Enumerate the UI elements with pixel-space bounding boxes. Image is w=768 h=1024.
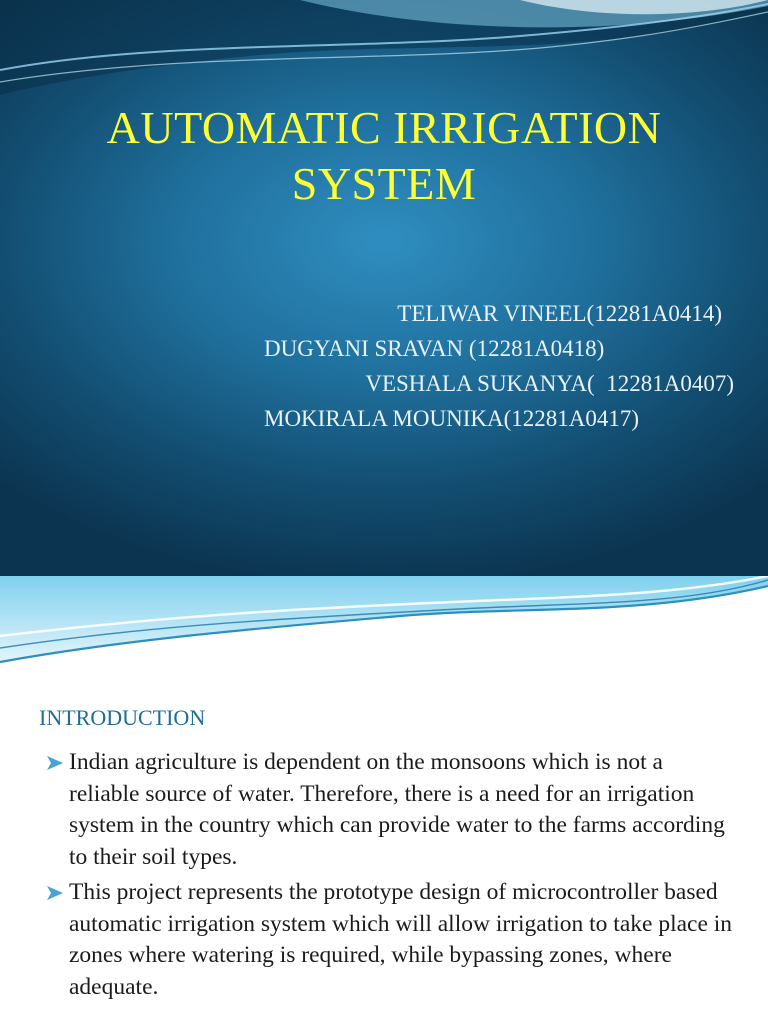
introduction-slide xyxy=(0,576,768,1024)
list-item xyxy=(46,747,736,873)
author-list xyxy=(264,296,734,436)
slide-title-line-2: SYSTEM xyxy=(291,158,477,209)
bullet-text: This project represents the prototype design of microcontroller based automatic irrigation system which will allow irrigation to take place in zones where watering is required, while bypassing zones, where adequate. xyxy=(69,879,733,1000)
slide-title-line-1: AUTOMATIC IRRIGATION xyxy=(106,102,662,153)
wave-decoration xyxy=(0,576,768,676)
author-item: TELIWAR VINEEL(12281A0414) xyxy=(397,301,722,326)
wave-decoration xyxy=(0,0,768,100)
section-heading: INTRODUCTION xyxy=(39,705,206,730)
bullet-text: Indian agriculture is dependent on the monsoons which is not a reliable source of water. Therefore, there is a need for an irrigation system in the country which can provide water to the farms according to their soil types. xyxy=(69,749,725,870)
arrow-right-icon xyxy=(46,755,64,771)
list-item xyxy=(46,877,736,1003)
author-item: VESHALA SUKANYA( 12281A0407) xyxy=(360,371,734,396)
author-item: MOKIRALA MOUNIKA(12281A0417) xyxy=(264,406,640,431)
arrow-right-icon xyxy=(46,885,64,901)
author-item: DUGYANI SRAVAN (12281A0418) xyxy=(264,336,605,361)
bullet-list xyxy=(46,747,736,1007)
slide-title xyxy=(0,100,768,212)
